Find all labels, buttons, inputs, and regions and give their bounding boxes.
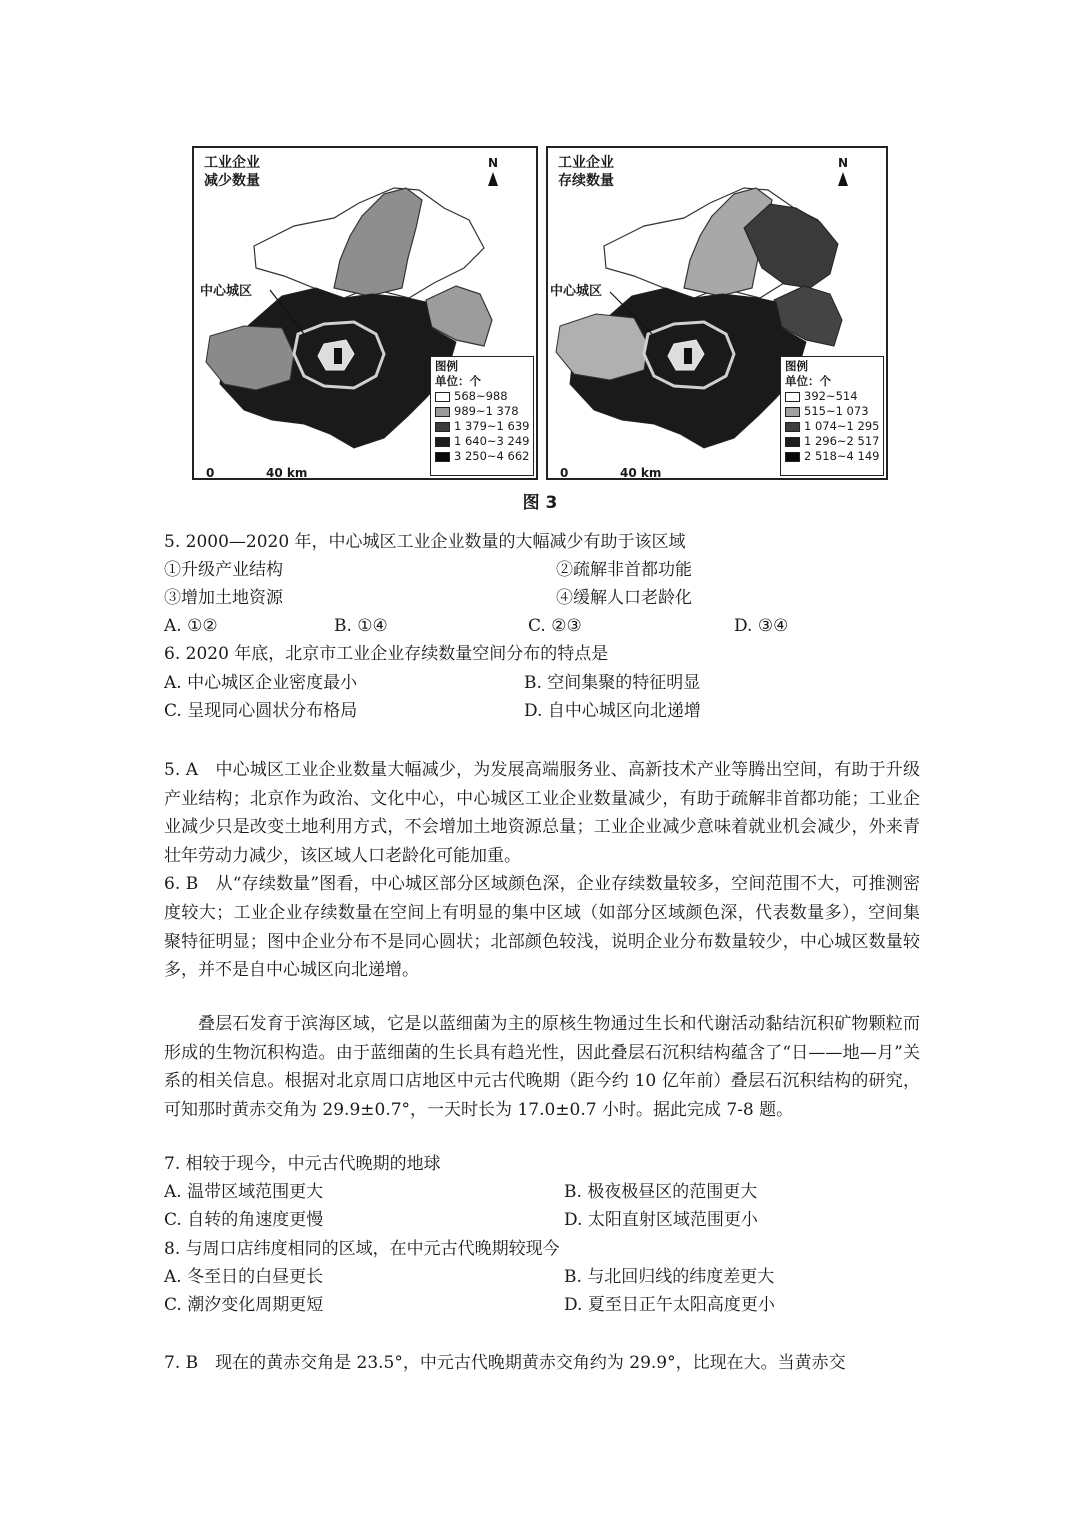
figure-caption: 图 3 bbox=[522, 493, 558, 513]
question-5-stem: 5. 2000—2020 年，中心城区工业企业数量的大幅减少有助于该区域 bbox=[164, 532, 686, 552]
q8-option-a: A. 冬至日的白昼更长 bbox=[164, 1267, 324, 1287]
question-8-stem: 8. 与周口店纬度相同的区域，在中元古代晚期较现今 bbox=[164, 1239, 560, 1259]
legend-label: 515~1 073 bbox=[804, 404, 869, 418]
legend-swatch bbox=[435, 422, 450, 432]
legend-label: 1 074~1 295 bbox=[804, 419, 880, 433]
map-right-title bbox=[558, 154, 614, 190]
answer-5: 5. A 中心城区工业企业数量大幅减少，为发展高端服务业、高新技术产业等腾出空间，有助于升级产业结构；北京作为政治、文化中心，中心城区工业企业数量减少，有助于疏解非首都功能；工业企业减少只是改变土地利用方式，不会增加土地资源总量；工业企业减少意味着就业机会减少，外来青壮年劳动力减少，该区域人口老龄化可能加重。 bbox=[164, 760, 920, 866]
q5-statement-4: ④缓解人口老龄化 bbox=[556, 588, 692, 608]
map-right-title-line: 存续数量 bbox=[558, 173, 614, 189]
map-left-title-line: 工业企业 bbox=[204, 155, 260, 171]
legend-item bbox=[785, 404, 879, 419]
legend-label: 568~988 bbox=[454, 389, 508, 403]
map-legend bbox=[430, 356, 534, 476]
scale-label: 40 km bbox=[266, 466, 308, 480]
answer-6: 6. B 从“存续数量”图看，中心城区部分区域颜色深，企业存续数量较多，空间范围不大，可推测密度较大；工业企业存续数量在空间上有明显的集中区域（如部分区域颜色深，代表数量多），空间集聚特征明显；图中企业分布不是同心圆状；北部颜色较浅，说明企业分布数量较少，中心城区数量较多，并不是自中心城区向北递增。 bbox=[164, 874, 920, 981]
q8-option-c: C. 潮汐变化周期更短 bbox=[164, 1295, 324, 1315]
legend-label: 1 296~2 517 bbox=[804, 434, 880, 448]
legend-item bbox=[435, 404, 529, 419]
q5-option-b: B. ①④ bbox=[334, 616, 388, 636]
legend-item bbox=[785, 449, 879, 464]
q5-option-c: C. ②③ bbox=[528, 616, 582, 636]
q6-option-c: C. 呈现同心圆状分布格局 bbox=[164, 701, 358, 721]
legend-item bbox=[785, 434, 879, 449]
legend-item bbox=[785, 389, 879, 404]
north-label: N bbox=[837, 156, 849, 170]
legend-label: 3 250~4 662 bbox=[454, 449, 530, 463]
q5-statement-3: ③增加土地资源 bbox=[164, 588, 283, 608]
legend-item bbox=[435, 434, 529, 449]
legend-title: 图例 bbox=[785, 359, 808, 373]
legend-swatch bbox=[785, 437, 800, 447]
q7-option-d: D. 太阳直射区域范围更小 bbox=[564, 1210, 758, 1230]
legend-label: 1 379~1 639 bbox=[454, 419, 530, 433]
legend-item bbox=[435, 449, 529, 464]
question-6-stem: 6. 2020 年底，北京市工业企业存续数量空间分布的特点是 bbox=[164, 644, 609, 664]
map-right-title-line: 工业企业 bbox=[558, 155, 614, 171]
legend-swatch bbox=[435, 452, 450, 462]
scale-zero: 0 bbox=[206, 466, 215, 480]
legend-swatch bbox=[785, 422, 800, 432]
q5-option-a: A. ①② bbox=[164, 616, 218, 636]
legend-label: 989~1 378 bbox=[454, 404, 519, 418]
q6-option-a: A. 中心城区企业密度最小 bbox=[164, 673, 358, 693]
q8-option-d: D. 夏至日正午太阳高度更小 bbox=[564, 1295, 775, 1315]
legend-item bbox=[785, 419, 879, 434]
q7-option-b: B. 极夜极昼区的范围更大 bbox=[564, 1182, 758, 1202]
q8-option-b: B. 与北回归线的纬度差更大 bbox=[564, 1267, 775, 1287]
legend-item bbox=[435, 419, 529, 434]
legend-label: 1 640~3 249 bbox=[454, 434, 530, 448]
central-city-label: 中心城区 bbox=[200, 284, 253, 299]
legend-swatch bbox=[435, 392, 450, 402]
scale-label: 40 km bbox=[620, 466, 662, 480]
answer-7-partial: 7. B 现在的黄赤交角是 23.5°，中元古代晚期黄赤交角约为 29.9°，比现在大。当黄赤交 bbox=[164, 1353, 846, 1373]
legend-swatch bbox=[785, 452, 800, 462]
legend-label: 392~514 bbox=[804, 389, 858, 403]
q7-option-c: C. 自转的角速度更慢 bbox=[164, 1210, 324, 1230]
north-label: N bbox=[487, 156, 499, 170]
legend-title: 图例 bbox=[435, 359, 458, 373]
q5-option-d: D. ③④ bbox=[734, 616, 789, 636]
legend-item bbox=[435, 389, 529, 404]
q6-option-b: B. 空间集聚的特征明显 bbox=[524, 673, 701, 693]
map-enterprise-decrease bbox=[192, 146, 538, 480]
north-arrow-icon bbox=[838, 172, 848, 186]
legend-unit: 单位：个 bbox=[785, 374, 831, 388]
central-city-label: 中心城区 bbox=[550, 284, 603, 299]
legend-swatch bbox=[785, 392, 800, 402]
map-left-title bbox=[204, 154, 260, 190]
legend-swatch bbox=[435, 407, 450, 417]
north-arrow-icon bbox=[488, 172, 498, 186]
map-enterprise-surviving bbox=[546, 146, 888, 480]
scale-zero: 0 bbox=[560, 466, 569, 480]
reading-passage: 叠层石发育于滨海区域，它是以蓝细菌为主的原核生物通过生长和代谢活动黏结沉积矿物颗粒而形成的生物沉积构造。由于蓝细菌的生长具有趋光性，因此叠层石沉积结构蕴含了“日——地—月”关系的相关信息。根据对北京周口店地区中元古代晚期（距今约 10 亿年前）叠层石沉积结构的研究，可知那时黄赤交角为 29.9±0.7°，一天时长为 17.0±0.7 小时。据此完成 7-8 题。 bbox=[164, 1014, 920, 1120]
answer-explanations-5-6 bbox=[164, 756, 920, 985]
legend-swatch bbox=[435, 437, 450, 447]
q7-option-a: A. 温带区域范围更大 bbox=[164, 1182, 324, 1202]
legend-unit: 单位：个 bbox=[435, 374, 481, 388]
legend-label: 2 518~4 149 bbox=[804, 449, 880, 463]
legend-swatch bbox=[785, 407, 800, 417]
q6-option-d: D. 自中心城区向北递增 bbox=[524, 701, 701, 721]
q5-statement-2: ②疏解非首都功能 bbox=[556, 560, 692, 580]
q5-statement-1: ①升级产业结构 bbox=[164, 560, 283, 580]
question-7-stem: 7. 相较于现今，中元古代晚期的地球 bbox=[164, 1154, 441, 1174]
north-arrow bbox=[836, 156, 850, 186]
map-legend bbox=[780, 356, 884, 476]
map-left-title-line: 减少数量 bbox=[204, 173, 260, 189]
north-arrow bbox=[486, 156, 500, 186]
